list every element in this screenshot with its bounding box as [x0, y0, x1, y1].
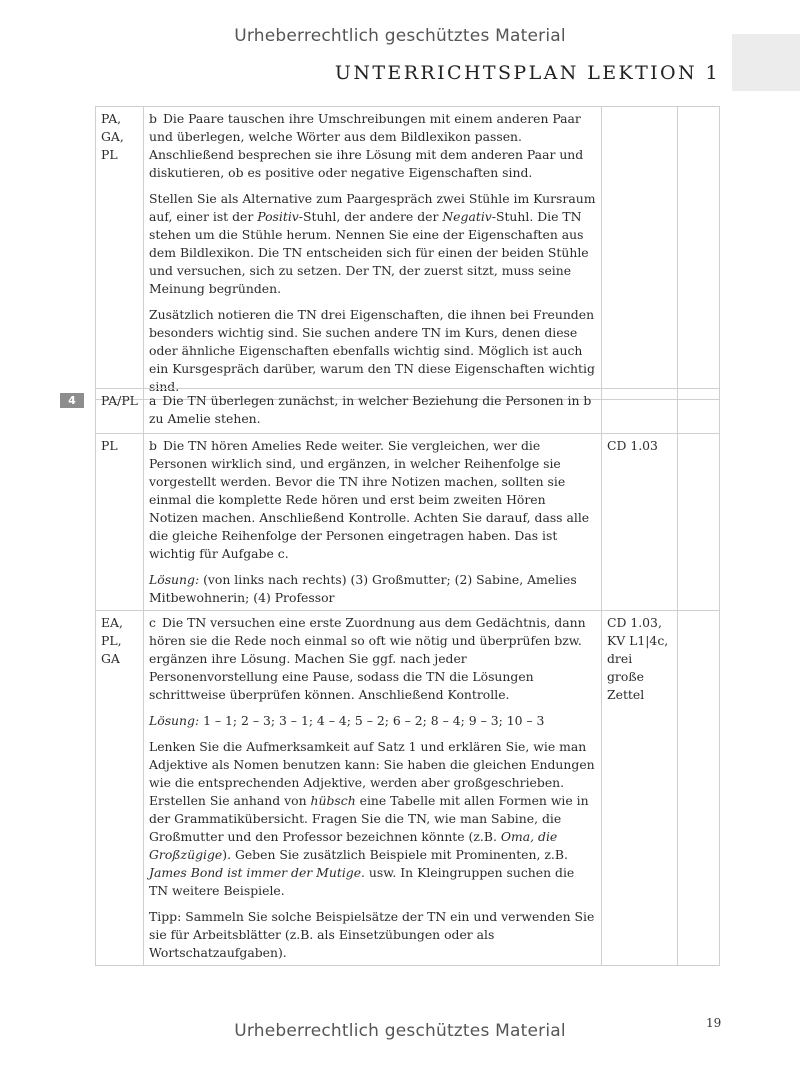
material-cell: [602, 389, 678, 434]
activity-paragraph: [149, 614, 596, 704]
activity-cell: [144, 389, 602, 434]
activity-text: eine Tabelle mit allen Formen wie in der Grammatikübersicht. Fragen Sie die TN, wie man Sabine, die Großmutter und den Professor bezeichnen könnte (z.B.: [149, 793, 589, 844]
solution-paragraph: [149, 571, 596, 607]
notes-cell: [678, 611, 720, 966]
table-row: [96, 107, 720, 400]
social-form: GA: [101, 651, 120, 666]
activity-text: -Stuhl. Die TN stehen um die Stühle herum. Nennen Sie eine der Eigenschaften aus dem Bildlexikon. Die TN entscheiden sich für einen der beiden Stühle und versuchen, sich zu setzen. Der TN, der zuerst sitzt, muss seine Meinung begründen.: [149, 209, 589, 296]
tip-text: Tipp: Sammeln Sie solche Beispielsätze der TN ein und verwenden Sie sie für Arbeitsblätter (z.B. als Einsetzübungen oder als Wortschatzaufgaben).: [149, 909, 595, 960]
social-form: PL,: [101, 633, 122, 648]
activity-text: Die TN hören Amelies Rede weiter. Sie vergleichen, wer die Personen wirklich sind, und ergänzen, in welcher Reihenfolge sie vorgestellt werden. Bevor die TN ihre Notizen machen, sollten sie einmal die komplette Rede hören und erst beim zweiten Hören Notizen machen. Anschließend Kontrolle. Achten Sie darauf, dass alle die gleiche Reihenfolge der Personen eingetragen haben. Das ist wichtig für Aufgabe c.: [149, 438, 590, 561]
activity-text: Zusätzlich notieren die TN drei Eigenschaften, die ihnen bei Freunden besonders wichtig sind. Sie suchen andere TN im Kurs, denen diese oder ähnliche Eigenschaften ebenfalls wichtig sind. Möglich ist auch ein Kursgespräch darüber, warum den TN diese Eigenschaften wichtig sind.: [149, 307, 595, 394]
table-row: [96, 434, 720, 611]
material-text: CD 1.03: [607, 438, 658, 453]
activity-cell: [144, 434, 602, 611]
emphasis-text: Positiv: [257, 209, 299, 224]
material-text: Zettel: [607, 687, 645, 702]
activity-cell: [144, 107, 602, 400]
activity-paragraph: [149, 392, 596, 428]
solution-text: 1 – 1; 2 – 3; 3 – 1; 4 – 4; 5 – 2; 6 – 2; 8 – 4; 9 – 3; 10 – 3: [203, 713, 545, 728]
activity-text: Die TN überlegen zunächst, in welcher Beziehung die Personen in b zu Amelie stehen.: [149, 393, 592, 426]
material-cell: [602, 611, 678, 966]
activity-text: Die TN versuchen eine erste Zuordnung aus dem Gedächtnis, dann hören sie die Rede noch einmal so oft wie nötig und überprüfen bzw. ergänzen ihre Lösung. Machen Sie ggf. nach jeder Personenvorstellung eine Pause, sodass die TN die Lösungen schrittweise überprüfen können. Anschließend Kontrolle.: [149, 615, 586, 702]
solution-label: Lösung:: [149, 713, 200, 728]
social-form: GA,: [101, 129, 124, 144]
social-form-cell: [96, 389, 144, 434]
lesson-table-part-1: [95, 106, 720, 400]
activity-paragraph: [149, 738, 596, 900]
social-form: PL: [101, 147, 118, 162]
activity-cell: [144, 611, 602, 966]
activity-paragraph: [149, 437, 596, 563]
activity-text: Stellen Sie als Alternative zum Paargespräch zwei Stühle im Kursraum auf, einer ist der: [149, 191, 596, 224]
watermark-bottom: Urheberrechtlich geschütztes Material: [234, 1021, 566, 1041]
task-label: b: [149, 438, 157, 453]
social-form-cell: [96, 107, 144, 400]
lesson-table-part-2: [95, 388, 720, 966]
page-tab-marker: [732, 34, 800, 91]
emphasis-text: James Bond ist immer der Mutige.: [149, 865, 365, 880]
material-text: CD 1.03,: [607, 615, 662, 630]
activity-text: -Stuhl, der andere der: [298, 209, 443, 224]
page-title: UNTERRICHTSPLAN LEKTION 1: [334, 62, 720, 84]
social-form-cell: [96, 434, 144, 611]
activity-text: ). Geben Sie zusätzlich Beispiele mit Prominenten, z.B.: [222, 847, 568, 862]
watermark-top: Urheberrechtlich geschütztes Material: [234, 26, 566, 46]
social-form-cell: [96, 611, 144, 966]
activity-paragraph: [149, 306, 596, 396]
emphasis-text: Oma, die Großzügige: [149, 829, 558, 862]
page-number: 19: [706, 1016, 722, 1030]
activity-text: Die Paare tauschen ihre Umschreibungen mit einem anderen Paar und überlegen, welche Wörter aus dem Bildlexikon passen. Anschließend besprechen sie ihre Lösung mit dem anderen Paar und diskutieren, ob es positive oder negative Eigenschaften sind.: [149, 111, 584, 180]
solution-paragraph: [149, 712, 596, 730]
table-row: [96, 611, 720, 966]
activity-paragraph: [149, 190, 596, 298]
notes-cell: [678, 107, 720, 400]
notes-cell: [678, 434, 720, 611]
social-form: PL: [101, 438, 118, 453]
material-cell: [602, 434, 678, 611]
solution-label: Lösung:: [149, 572, 200, 587]
notes-cell: [678, 389, 720, 434]
activity-text: Lenken Sie die Aufmerksamkeit auf Satz 1 und erklären Sie, wie man Adjektive als Nomen benutzen kann: Sie haben die gleichen Endungen wie die entsprechenden Adjektive, werden aber großgeschrieben. Erstellen Sie anhand von: [149, 739, 595, 808]
activity-paragraph: [149, 110, 596, 182]
tip-paragraph: [149, 908, 596, 962]
task-label: a: [149, 393, 157, 408]
task-label: b: [149, 111, 157, 126]
solution-text: (von links nach rechts) (3) Großmutter; (2) Sabine, Amelies Mitbewohnerin; (4) Professor: [149, 572, 577, 605]
activity-text: usw. In Kleingruppen suchen die TN weitere Beispiele.: [149, 865, 575, 898]
table-row: [96, 389, 720, 434]
social-form: PA/PL: [101, 393, 138, 408]
social-form: PA,: [101, 111, 122, 126]
material-text: drei große: [607, 651, 644, 684]
step-number-badge: 4: [60, 393, 84, 408]
material-text: KV L1|4c,: [607, 633, 669, 648]
emphasis-text: Negativ: [442, 209, 492, 224]
material-cell: [602, 107, 678, 400]
task-label: c: [149, 615, 156, 630]
social-form: EA,: [101, 615, 123, 630]
emphasis-text: hübsch: [310, 793, 356, 808]
